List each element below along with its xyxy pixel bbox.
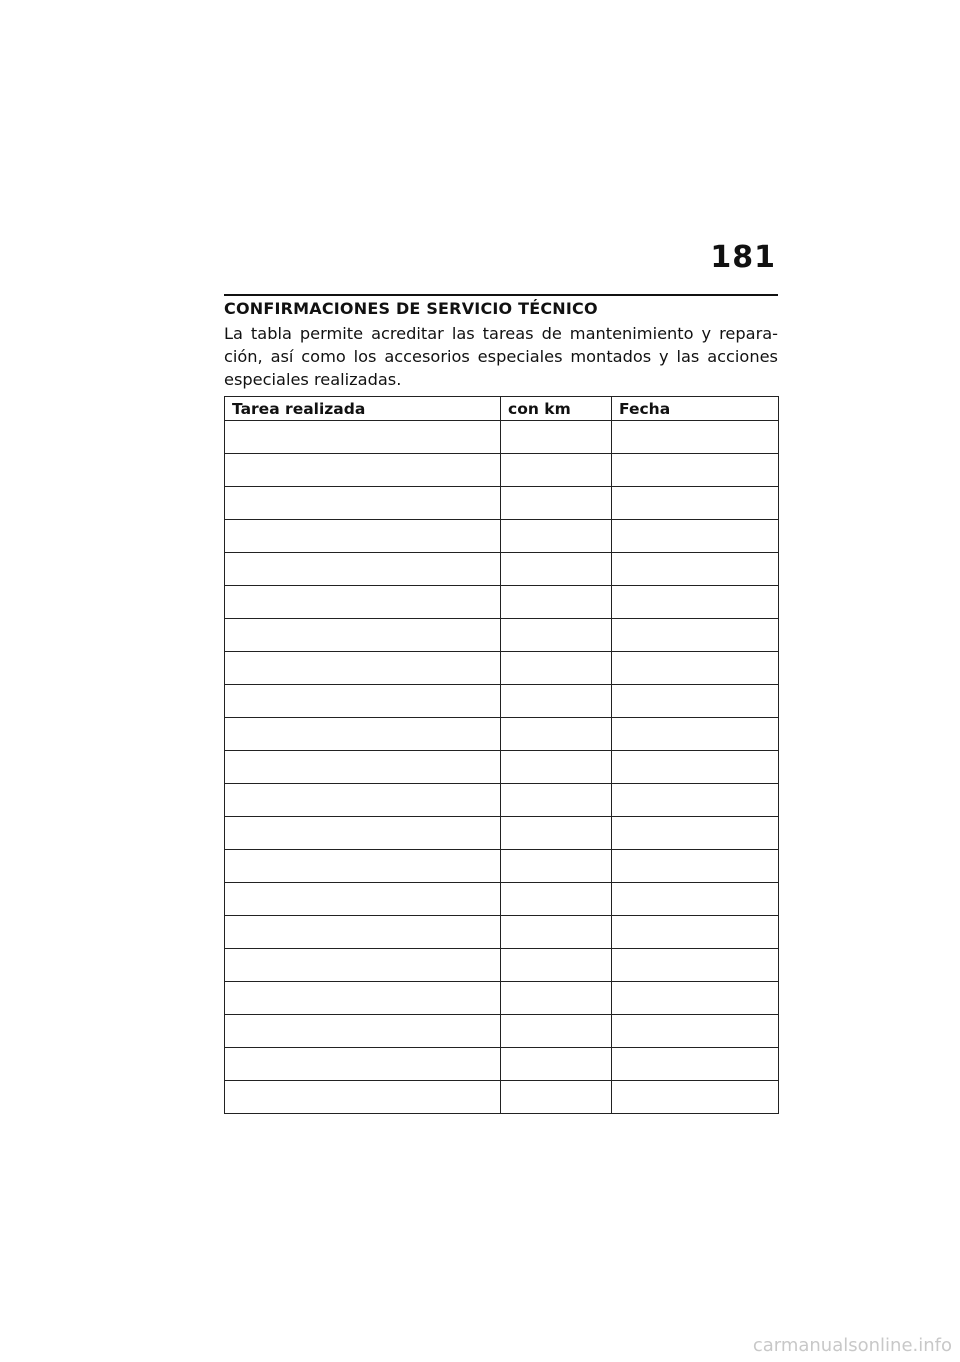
- date-cell: [612, 1081, 779, 1114]
- task-cell: [225, 421, 501, 454]
- date-cell: [612, 553, 779, 586]
- page-number: 181: [710, 240, 776, 275]
- table-row: [225, 817, 779, 850]
- intro-paragraph: [224, 322, 778, 391]
- table-row: [225, 883, 779, 916]
- km-cell: [501, 949, 612, 982]
- km-cell: [501, 454, 612, 487]
- intro-line: La tabla permite acreditar las tareas de mantenimiento y repara-: [224, 324, 778, 343]
- date-cell: [612, 619, 779, 652]
- task-cell: [225, 916, 501, 949]
- column-header-date: Fecha: [612, 397, 779, 421]
- km-cell: [501, 652, 612, 685]
- km-cell: [501, 685, 612, 718]
- date-cell: [612, 487, 779, 520]
- date-cell: [612, 1048, 779, 1081]
- header-rule: [224, 294, 778, 296]
- task-cell: [225, 1048, 501, 1081]
- date-cell: [612, 949, 779, 982]
- date-cell: [612, 520, 779, 553]
- task-cell: [225, 883, 501, 916]
- task-cell: [225, 718, 501, 751]
- km-cell: [501, 487, 612, 520]
- table-row: [225, 454, 779, 487]
- task-cell: [225, 751, 501, 784]
- date-cell: [612, 652, 779, 685]
- date-cell: [612, 982, 779, 1015]
- date-cell: [612, 850, 779, 883]
- section-title: CONFIRMACIONES DE SERVICIO TÉCNICO: [224, 299, 598, 318]
- km-cell: [501, 718, 612, 751]
- date-cell: [612, 916, 779, 949]
- column-header-task: Tarea realizada: [225, 397, 501, 421]
- date-cell: [612, 883, 779, 916]
- task-cell: [225, 520, 501, 553]
- table-row: [225, 850, 779, 883]
- date-cell: [612, 1015, 779, 1048]
- table-row: [225, 1015, 779, 1048]
- table-row: [225, 685, 779, 718]
- service-confirmation-table: [224, 396, 779, 1114]
- km-cell: [501, 619, 612, 652]
- km-cell: [501, 553, 612, 586]
- task-cell: [225, 784, 501, 817]
- task-cell: [225, 454, 501, 487]
- km-cell: [501, 817, 612, 850]
- intro-line: especiales realizadas.: [224, 370, 402, 389]
- table-row: [225, 982, 779, 1015]
- km-cell: [501, 586, 612, 619]
- task-cell: [225, 652, 501, 685]
- date-cell: [612, 718, 779, 751]
- table-row: [225, 949, 779, 982]
- table-row: [225, 652, 779, 685]
- table-row: [225, 784, 779, 817]
- date-cell: [612, 454, 779, 487]
- task-cell: [225, 487, 501, 520]
- table-row: [225, 487, 779, 520]
- date-cell: [612, 817, 779, 850]
- table-row: [225, 718, 779, 751]
- date-cell: [612, 685, 779, 718]
- km-cell: [501, 1048, 612, 1081]
- table-row: [225, 1048, 779, 1081]
- km-cell: [501, 1015, 612, 1048]
- date-cell: [612, 421, 779, 454]
- table-row: [225, 520, 779, 553]
- table-header-row: [225, 397, 779, 421]
- task-cell: [225, 949, 501, 982]
- table-row: [225, 421, 779, 454]
- task-cell: [225, 1081, 501, 1114]
- task-cell: [225, 1015, 501, 1048]
- km-cell: [501, 784, 612, 817]
- km-cell: [501, 421, 612, 454]
- table-row: [225, 751, 779, 784]
- km-cell: [501, 916, 612, 949]
- task-cell: [225, 586, 501, 619]
- task-cell: [225, 817, 501, 850]
- table-row: [225, 553, 779, 586]
- table-row: [225, 916, 779, 949]
- column-header-km: con km: [501, 397, 612, 421]
- table-body: [225, 421, 779, 1114]
- task-cell: [225, 553, 501, 586]
- km-cell: [501, 850, 612, 883]
- table-row: [225, 586, 779, 619]
- task-cell: [225, 685, 501, 718]
- km-cell: [501, 751, 612, 784]
- date-cell: [612, 784, 779, 817]
- watermark: carmanualsonline.info: [752, 1335, 952, 1356]
- km-cell: [501, 982, 612, 1015]
- date-cell: [612, 586, 779, 619]
- task-cell: [225, 619, 501, 652]
- km-cell: [501, 883, 612, 916]
- table-row: [225, 1081, 779, 1114]
- task-cell: [225, 850, 501, 883]
- km-cell: [501, 1081, 612, 1114]
- km-cell: [501, 520, 612, 553]
- intro-line: ción, así como los accesorios especiales montados y las acciones: [224, 347, 778, 366]
- table-row: [225, 619, 779, 652]
- task-cell: [225, 982, 501, 1015]
- date-cell: [612, 751, 779, 784]
